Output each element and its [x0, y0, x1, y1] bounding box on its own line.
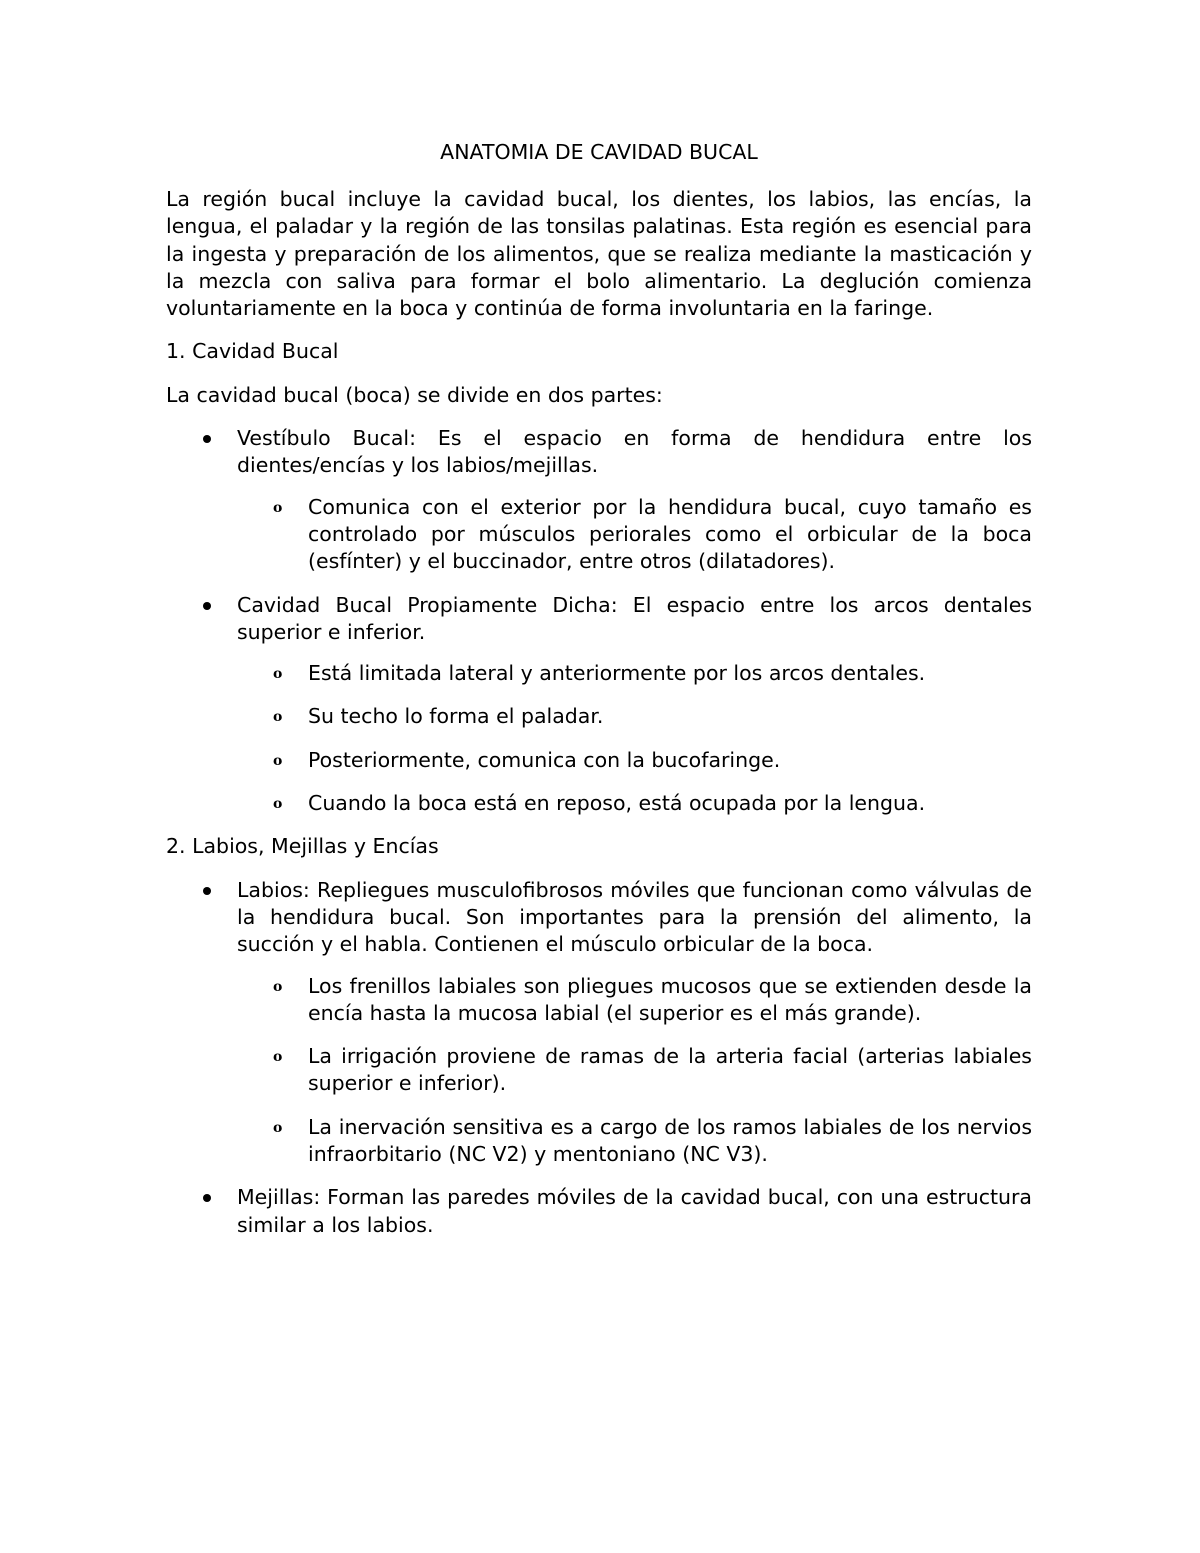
section-heading-labios-mejillas-encias: 2. Labios, Mejillas y Encías: [166, 834, 439, 859]
sub-bullet-item: [166, 703, 1032, 730]
bullet-text: Labios: Repliegues musculofibrosos móviles que funcionan como válvulas de la hendidura bucal. Son importantes para la prensión del alimento, la succión y el habla. Contienen el músculo orbicular de la boca.: [237, 877, 1032, 957]
circle-bullet-icon: o: [273, 499, 283, 516]
sub-bullet-item: [166, 790, 1032, 817]
sub-bullet-text: Su techo lo forma el paladar.: [308, 704, 604, 729]
document-page: [166, 136, 1032, 1253]
circle-bullet-icon: o: [273, 709, 283, 726]
bullet-dot-icon: [203, 435, 211, 443]
sub-bullet-item: [166, 1043, 1032, 1098]
bullet-text: Cavidad Bucal Propiamente Dicha: El espacio entre los arcos dentales superior e inferior.: [237, 592, 1032, 644]
sub-bullet-item: [166, 973, 1032, 1028]
circle-bullet-icon: o: [273, 1119, 283, 1136]
circle-bullet-icon: o: [273, 796, 283, 813]
circle-bullet-icon: o: [273, 1049, 283, 1066]
sub-bullet-text: La irrigación proviene de ramas de la arteria facial (arterias labiales superior e inferior).: [308, 1044, 1032, 1096]
section-heading-cavidad-bucal: 1. Cavidad Bucal: [166, 339, 339, 364]
document-title: ANATOMIA DE CAVIDAD BUCAL: [440, 140, 758, 164]
bullet-item-vestibulo: [166, 425, 1032, 480]
sub-bullet-item: [166, 747, 1032, 774]
circle-bullet-icon: o: [273, 752, 283, 769]
section-lead-paragraph: La cavidad bucal (boca) se divide en dos partes:: [166, 382, 663, 407]
bullet-item-cavidad-propiamente-dicha: [166, 592, 1032, 647]
bullet-dot-icon: [203, 1194, 211, 1202]
sub-bullet-text: Los frenillos labiales son pliegues mucosos que se extienden desde la encía hasta la mucosa labial (el superior es el más grande).: [308, 973, 1032, 1025]
bullet-item-labios: [166, 877, 1032, 959]
sub-bullet-item: [166, 1114, 1032, 1169]
sub-bullet-text: La inervación sensitiva es a cargo de los ramos labiales de los nervios infraorbitario (NC V2) y mentoniano (NC V3).: [308, 1114, 1032, 1167]
bullet-text: Mejillas: Forman las paredes móviles de la cavidad bucal, con una estructura similar a los labios.: [237, 1185, 1032, 1237]
sub-bullet-text: Comunica con el exterior por la hendidura bucal, cuyo tamaño es controlado por músculos periorales como el orbicular de la boca (esfínter) y el buccinador, entre otros (dilatadores).: [308, 494, 1032, 574]
bullet-item-mejillas: [166, 1184, 1032, 1239]
sub-bullet-item: [166, 660, 1032, 687]
sub-bullet-item: [166, 494, 1032, 576]
sub-bullet-text: Posteriormente, comunica con la bucofaringe.: [308, 747, 781, 772]
circle-bullet-icon: o: [273, 978, 283, 995]
circle-bullet-icon: o: [273, 666, 283, 683]
sub-bullet-text: Está limitada lateral y anteriormente por los arcos dentales.: [308, 661, 926, 686]
bullet-text: Vestíbulo Bucal: Es el espacio en forma de hendidura entre los dientes/encías y los labios/mejillas.: [237, 426, 1032, 478]
bullet-dot-icon: [203, 602, 211, 610]
bullet-dot-icon: [203, 887, 211, 895]
sub-bullet-text: Cuando la boca está en reposo, está ocupada por la lengua.: [308, 791, 926, 816]
intro-paragraph: La región bucal incluye la cavidad bucal, los dientes, los labios, las encías, la lengua, el paladar y la región de las tonsilas palatinas. Esta región es esencial para la ingesta y preparación de los alimentos, que se realiza mediante la masticación y la mezcla con saliva para formar el bolo alimentario. La deglución comienza voluntariamente en la boca y continúa de forma involuntaria en la faringe.: [166, 187, 1032, 321]
